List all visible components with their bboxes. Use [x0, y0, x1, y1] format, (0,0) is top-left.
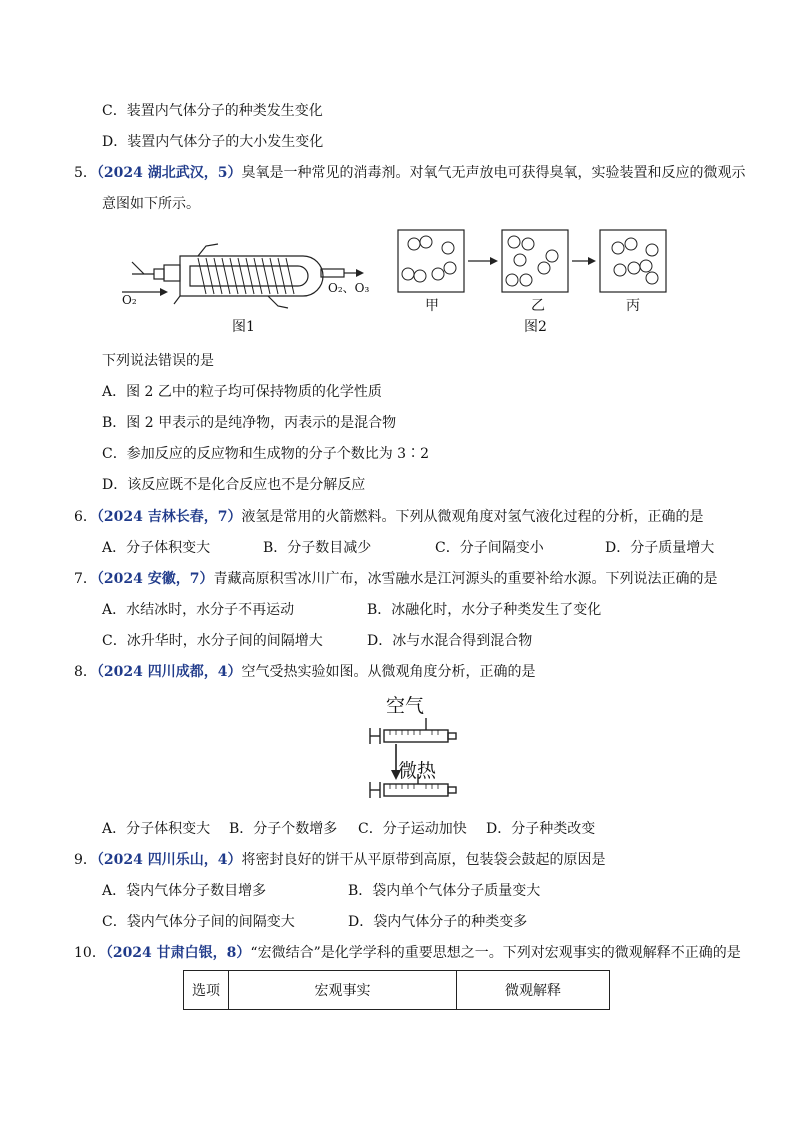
q9-option-b: B．袋内单个气体分子质量变大 [348, 883, 541, 899]
q7-stem [74, 570, 718, 588]
q7-option-d: D．冰与水混合得到混合物 [367, 633, 533, 649]
question-stem: “宏微结合”是化学学科的重要思想之一。下列对宏观事实的微观解释不正确的是 [250, 945, 741, 961]
question-number: 7． [74, 571, 97, 587]
question-source: （2024 甘肃白银，8） [105, 945, 251, 961]
q6-stem [74, 508, 704, 526]
syringe-label-air: 空气 [386, 695, 425, 717]
fig1-inlet-label: O₂ [122, 293, 137, 307]
q5-option-d: D．该反应既不是化合反应也不是分解反应 [102, 477, 366, 493]
fig2-label-bing: 丙 [626, 298, 640, 314]
q9-option-d: D．袋内气体分子的种类变多 [348, 914, 528, 930]
q5-stem-line2: 意图如下所示。 [102, 196, 200, 212]
question-number: 8． [74, 664, 97, 680]
q4-option-c: C．装置内气体分子的种类发生变化 [102, 103, 323, 119]
question-stem: 液氢是常用的火箭燃料。下列从微观角度对氢气液化过程的分析，正确的是 [241, 509, 704, 525]
fig1-caption: 图1 [232, 319, 255, 335]
q6-option-d: D．分子质量增大 [605, 540, 715, 556]
q7-option-b: B．冰融化时，水分子种类发生了变化 [367, 602, 602, 618]
syringe-label-heat: 微热 [398, 760, 437, 782]
q8-option-d: D．分子种类改变 [486, 821, 596, 837]
question-number: 6． [74, 509, 97, 525]
q5-option-c: C．参加反应的反应物和生成物的分子个数比为 3∶2 [102, 446, 429, 462]
q8-option-b: B．分子个数增多 [229, 821, 338, 837]
question-stem: 将密封良好的饼干从平原带到高原，包装袋会鼓起的原因是 [241, 852, 606, 868]
question-source: （2024 四川乐山，4） [96, 852, 242, 868]
fig2-caption: 图2 [524, 319, 547, 335]
q5-option-b: B．图 2 甲表示的是纯净物，丙表示的是混合物 [102, 415, 397, 431]
question-source: （2024 安徽，7） [96, 571, 214, 587]
fig2-label-yi: 乙 [531, 298, 545, 314]
table-header-option: 选项 [184, 971, 229, 1009]
q9-stem [74, 851, 606, 869]
question-number: 9． [74, 852, 97, 868]
q5-option-a: A．图 2 乙中的粒子均可保持物质的化学性质 [102, 384, 382, 400]
question-source: （2024 吉林长春，7） [96, 509, 242, 525]
table-header-macro-fact: 宏观事实 [229, 971, 457, 1009]
q5-question: 下列说法错误的是 [102, 353, 214, 369]
q8-stem [74, 663, 536, 681]
q7-option-a: A．水结冰时，水分子不再运动 [102, 602, 295, 618]
question-number: 5． [74, 165, 97, 181]
question-source: （2024 湖北武汉，5） [96, 165, 242, 181]
syringe-figure [366, 718, 462, 804]
q6-option-b: B．分子数目减少 [263, 540, 372, 556]
fig1-outlet-label: O₂、O₃ [328, 281, 370, 295]
q10-stem [74, 944, 741, 962]
q8-option-c: C．分子运动加快 [358, 821, 467, 837]
question-stem: 空气受热实验如图。从微观角度分析，正确的是 [241, 664, 536, 680]
q6-option-c: C．分子间隔变小 [435, 540, 544, 556]
q4-option-d: D．装置内气体分子的大小发生变化 [102, 134, 324, 150]
fig2-label-jia: 甲 [425, 298, 439, 314]
table-header-micro-explanation: 微观解释 [505, 983, 561, 999]
q9-option-a: A．袋内气体分子数目增多 [102, 883, 267, 899]
question-stem: 青藏高原积雪冰川广布，冰雪融水是江河源头的重要补给水源。下列说法正确的是 [213, 571, 718, 587]
q6-option-a: A．分子体积变大 [102, 540, 211, 556]
question-stem: 臭氧是一种常见的消毒剂。对氧气无声放电可获得臭氧，实验装置和反应的微观示 [241, 165, 746, 181]
question-number: 10． [74, 945, 106, 961]
q5-stem-line1 [74, 164, 746, 182]
q9-option-c: C．袋内气体分子间的间隔变大 [102, 914, 295, 930]
question-source: （2024 四川成都，4） [96, 664, 242, 680]
q8-option-a: A．分子体积变大 [102, 821, 211, 837]
q7-option-c: C．冰升华时，水分子间的间隔增大 [102, 633, 323, 649]
molecule-diagram [394, 226, 736, 296]
explanation-table-header [183, 970, 610, 1010]
